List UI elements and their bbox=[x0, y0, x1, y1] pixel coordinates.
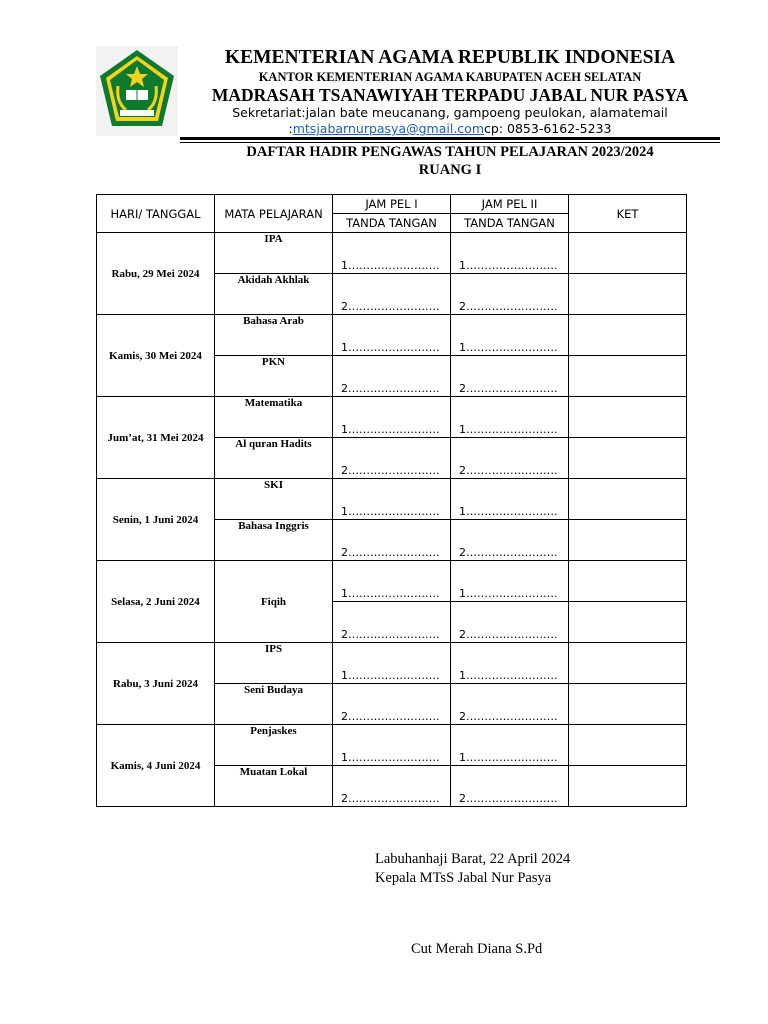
subject-cell: Fiqih bbox=[215, 561, 333, 643]
subject-cell: Muatan Lokal bbox=[215, 766, 333, 807]
signer-name: Cut Merah Diana S.Pd bbox=[411, 941, 543, 957]
signature-line-1: 1……………………. bbox=[333, 479, 451, 520]
document-title: DAFTAR HADIR PENGAWAS TAHUN PELAJARAN 2023/2024 bbox=[246, 144, 654, 160]
signature-line-1: 1……………………. bbox=[451, 233, 569, 274]
signature-line-1: 1……………………. bbox=[451, 561, 569, 602]
subject-cell: Penjaskes bbox=[215, 725, 333, 766]
ket-cell bbox=[569, 479, 687, 520]
office-title: KANTOR KEMENTERIAN AGAMA KABUPATEN ACEH SELATAN bbox=[258, 70, 642, 84]
ket-cell bbox=[569, 725, 687, 766]
table-row bbox=[97, 397, 687, 438]
table-row bbox=[97, 479, 687, 520]
subject-cell: SKI bbox=[215, 479, 333, 520]
header-day: HARI/ TANGGAL bbox=[97, 195, 215, 233]
signature-line-2: 2……………………. bbox=[451, 602, 569, 643]
signature-line-2: 2……………………. bbox=[451, 356, 569, 397]
attendance-rows bbox=[97, 233, 687, 807]
ket-cell bbox=[569, 602, 687, 643]
signature-line-1: 1……………………. bbox=[451, 643, 569, 684]
ket-cell bbox=[569, 233, 687, 274]
ket-cell bbox=[569, 520, 687, 561]
header-subject: MATA PELAJARAN bbox=[215, 195, 333, 233]
ket-cell bbox=[569, 684, 687, 725]
ministry-title: KEMENTERIAN AGAMA REPUBLIK INDONESIA bbox=[224, 47, 676, 68]
subject-cell: Seni Budaya bbox=[215, 684, 333, 725]
signer-position: Kepala MTsS Jabal Nur Pasya bbox=[375, 870, 552, 886]
signature-line-2: 2……………………. bbox=[451, 274, 569, 315]
header-rule-thin bbox=[180, 142, 720, 143]
ket-cell bbox=[569, 766, 687, 807]
header-sign1: TANDA TANGAN bbox=[333, 214, 451, 233]
signature-line-1: 1……………………. bbox=[333, 397, 451, 438]
header-ket: KET bbox=[569, 195, 687, 233]
day-date-cell: Senin, 1 Juni 2024 bbox=[97, 479, 215, 561]
header-jam1: JAM PEL I bbox=[333, 195, 451, 214]
signature-line-1: 1……………………. bbox=[333, 233, 451, 274]
signature-line-1: 1……………………. bbox=[333, 725, 451, 766]
signature-line-2: 2……………………. bbox=[333, 766, 451, 807]
subject-cell: Akidah Akhlak bbox=[215, 274, 333, 315]
signature-line-1: 1……………………. bbox=[333, 643, 451, 684]
email-prefix: : bbox=[288, 121, 293, 136]
ket-cell bbox=[569, 356, 687, 397]
ket-cell bbox=[569, 643, 687, 684]
signature-line-1: 1……………………. bbox=[451, 725, 569, 766]
signature-line-2: 2……………………. bbox=[333, 684, 451, 725]
ket-cell bbox=[569, 315, 687, 356]
header-sign2: TANDA TANGAN bbox=[451, 214, 569, 233]
ministry-logo bbox=[96, 46, 178, 136]
subject-cell: PKN bbox=[215, 356, 333, 397]
table-row bbox=[97, 725, 687, 766]
ket-cell bbox=[569, 274, 687, 315]
table-row bbox=[97, 233, 687, 274]
signature-line-2: 2……………………. bbox=[333, 356, 451, 397]
table-row bbox=[97, 643, 687, 684]
signature-line-2: 2……………………. bbox=[333, 520, 451, 561]
school-title: MADRASAH TSANAWIYAH TERPADU JABAL NUR PASYA bbox=[211, 85, 689, 105]
signature-line-2: 2……………………. bbox=[333, 602, 451, 643]
ket-cell bbox=[569, 397, 687, 438]
place-date: Labuhanhaji Barat, 22 April 2024 bbox=[375, 851, 571, 867]
subject-cell: IPA bbox=[215, 233, 333, 274]
signature-line-2: 2……………………. bbox=[451, 766, 569, 807]
table-row bbox=[97, 561, 687, 602]
address-line: Sekretariat:jalan bate meucanang, gampoeng peulokan, alamatemail bbox=[232, 105, 668, 120]
signature-line-2: 2……………………. bbox=[451, 520, 569, 561]
attendance-table bbox=[96, 194, 687, 807]
subject-cell: Al quran Hadits bbox=[215, 438, 333, 479]
signature-line-1: 1……………………. bbox=[333, 561, 451, 602]
day-date-cell: Kamis, 30 Mei 2024 bbox=[97, 315, 215, 397]
ket-cell bbox=[569, 438, 687, 479]
subject-cell: Bahasa Arab bbox=[215, 315, 333, 356]
day-date-cell: Rabu, 29 Mei 2024 bbox=[97, 233, 215, 315]
day-date-cell: Selasa, 2 Juni 2024 bbox=[97, 561, 215, 643]
phone-text: cp: 0853-6162-5233 bbox=[484, 121, 612, 136]
day-date-cell: Jum’at, 31 Mei 2024 bbox=[97, 397, 215, 479]
email-link[interactable]: mtsjabarnurpasya@gmail.com bbox=[292, 121, 485, 136]
header-rule-thick bbox=[180, 137, 720, 140]
signature-line-2: 2……………………. bbox=[333, 438, 451, 479]
subject-cell: Bahasa Inggris bbox=[215, 520, 333, 561]
signature-line-1: 1……………………. bbox=[451, 479, 569, 520]
header-jam2: JAM PEL II bbox=[451, 195, 569, 214]
signature-line-1: 1……………………. bbox=[451, 397, 569, 438]
day-date-cell: Rabu, 3 Juni 2024 bbox=[97, 643, 215, 725]
subject-cell: Matematika bbox=[215, 397, 333, 438]
table-row bbox=[97, 315, 687, 356]
signature-line-2: 2……………………. bbox=[451, 438, 569, 479]
signature-line-2: 2……………………. bbox=[451, 684, 569, 725]
subject-cell: IPS bbox=[215, 643, 333, 684]
ket-cell bbox=[569, 561, 687, 602]
signature-line-1: 1……………………. bbox=[333, 315, 451, 356]
signature-line-1: 1……………………. bbox=[451, 315, 569, 356]
contact-line bbox=[184, 121, 716, 136]
signature-line-2: 2……………………. bbox=[333, 274, 451, 315]
room-title: RUANG I bbox=[418, 162, 482, 178]
day-date-cell: Kamis, 4 Juni 2024 bbox=[97, 725, 215, 807]
